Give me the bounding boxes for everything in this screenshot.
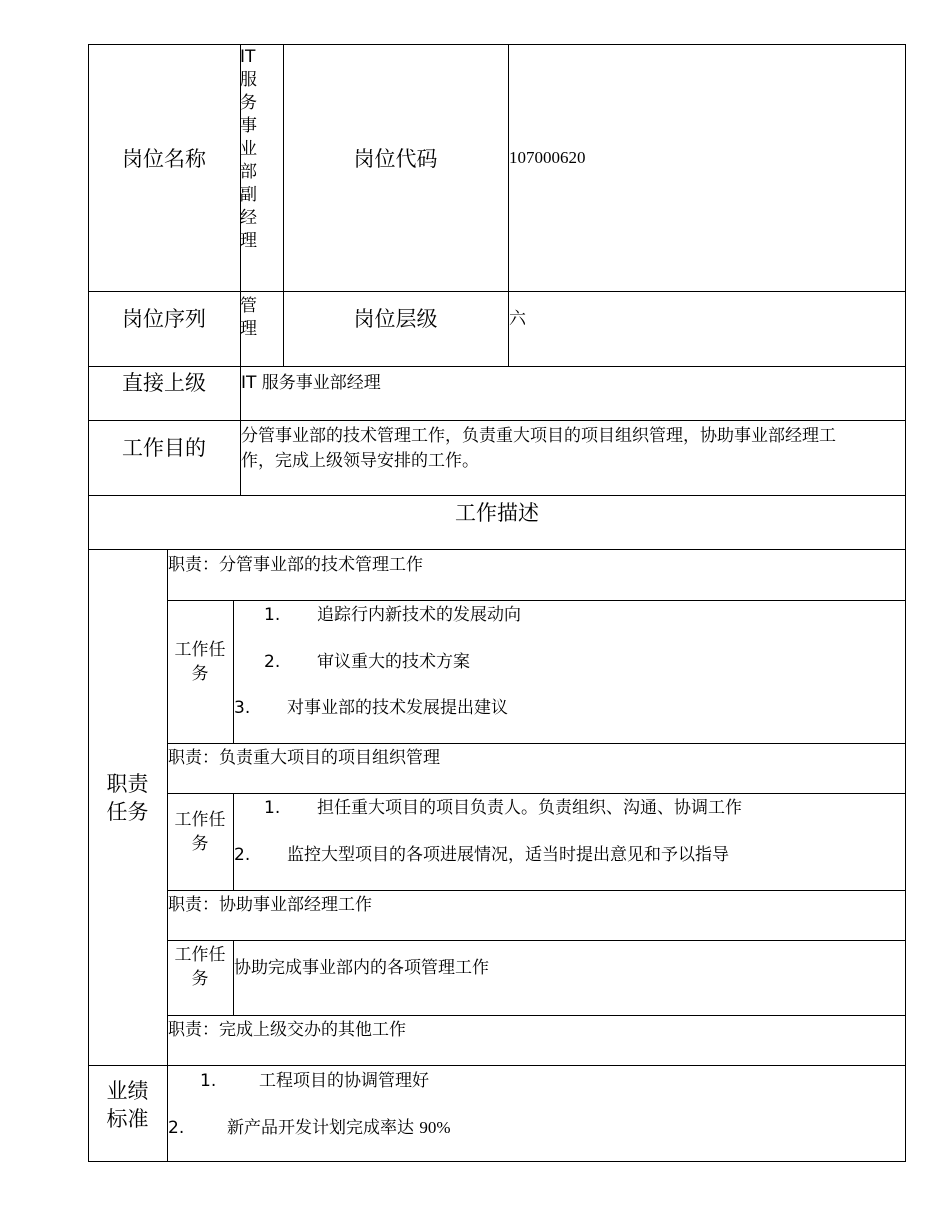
task-number: 3. bbox=[234, 698, 251, 718]
row-divider bbox=[88, 1065, 906, 1066]
position-series-label: 岗位序列 bbox=[122, 307, 206, 331]
duties-label-line1: 职责 bbox=[106, 772, 149, 796]
task-label-line1: 工作任 bbox=[174, 810, 226, 830]
task-label-line2: 务 bbox=[191, 969, 209, 989]
row-divider bbox=[88, 549, 906, 550]
performance-number: 1. bbox=[200, 1071, 217, 1091]
row-divider bbox=[88, 495, 906, 496]
work-purpose-label: 工作目的 bbox=[122, 436, 206, 460]
job-description-table bbox=[88, 44, 906, 1162]
performance-value: 90% bbox=[419, 1118, 451, 1137]
work-purpose-line1: 分管事业部的技术管理工作，负责重大项目的项目组织管理，协助事业部经理工 bbox=[241, 426, 836, 446]
task-text: 协助完成事业部内的各项管理工作 bbox=[234, 958, 489, 978]
performance-text: 工程项目的协调管理好 bbox=[259, 1071, 429, 1091]
row-divider bbox=[88, 291, 906, 292]
task-item bbox=[264, 652, 470, 672]
task-item bbox=[234, 958, 489, 978]
performance-label-line1: 业绩 bbox=[106, 1079, 149, 1103]
row-divider bbox=[167, 1015, 906, 1016]
task-item bbox=[264, 798, 742, 818]
position-code-label: 岗位代码 bbox=[353, 147, 438, 171]
position-level-value: 六 bbox=[509, 309, 526, 329]
work-purpose-line2: 作，完成上级领导安排的工作。 bbox=[241, 451, 479, 471]
position-name-value: IT服务事业部副经理 bbox=[240, 47, 257, 251]
task-text: 对事业部的技术发展提出建议 bbox=[287, 698, 508, 718]
task-label-line2: 务 bbox=[191, 834, 209, 854]
row-divider bbox=[167, 940, 906, 941]
row-divider bbox=[167, 743, 906, 744]
column-divider bbox=[233, 793, 234, 890]
performance-item bbox=[200, 1071, 429, 1091]
row-divider bbox=[167, 600, 906, 601]
task-text: 追踪行内新技术的发展动向 bbox=[317, 605, 521, 625]
task-text: 审议重大的技术方案 bbox=[317, 652, 470, 672]
column-divider bbox=[233, 600, 234, 743]
performance-label-line2: 标准 bbox=[106, 1107, 149, 1131]
task-number: 2. bbox=[264, 652, 281, 672]
row-divider bbox=[88, 366, 906, 367]
task-item bbox=[264, 605, 521, 625]
task-label-line1: 工作任 bbox=[174, 640, 226, 660]
task-label-line1: 工作任 bbox=[174, 945, 226, 965]
task-text: 担任重大项目的项目负责人。负责组织、沟通、协调工作 bbox=[317, 798, 742, 818]
duty-title: 职责：分管事业部的技术管理工作 bbox=[168, 555, 423, 575]
task-number: 1. bbox=[264, 605, 281, 625]
position-level-label: 岗位层级 bbox=[353, 307, 438, 331]
task-number: 2. bbox=[234, 845, 251, 865]
row-divider bbox=[88, 420, 906, 421]
position-series-value: 管理 bbox=[240, 296, 257, 339]
row-divider bbox=[167, 890, 906, 891]
performance-number: 2. bbox=[168, 1118, 185, 1138]
task-item bbox=[234, 698, 508, 718]
task-number: 1. bbox=[264, 798, 281, 818]
task-label-line2: 务 bbox=[191, 664, 209, 684]
section-title: 工作描述 bbox=[455, 501, 539, 525]
row-divider bbox=[167, 793, 906, 794]
direct-superior-label: 直接上级 bbox=[122, 371, 206, 395]
duty-title: 职责：负责重大项目的项目组织管理 bbox=[168, 748, 440, 768]
performance-text: 新产品开发计划完成率达 bbox=[227, 1118, 414, 1138]
performance-item bbox=[168, 1118, 451, 1138]
duty-title: 职责：完成上级交办的其他工作 bbox=[168, 1020, 406, 1040]
position-code-value: 107000620 bbox=[509, 148, 586, 167]
direct-superior-value: IT 服务事业部经理 bbox=[241, 373, 381, 393]
duty-title: 职责：协助事业部经理工作 bbox=[168, 895, 372, 915]
task-item bbox=[234, 845, 729, 865]
position-name-label: 岗位名称 bbox=[122, 147, 206, 171]
duties-label-line2: 任务 bbox=[106, 800, 149, 824]
task-text: 监控大型项目的各项进展情况，适当时提出意见和予以指导 bbox=[287, 845, 729, 865]
